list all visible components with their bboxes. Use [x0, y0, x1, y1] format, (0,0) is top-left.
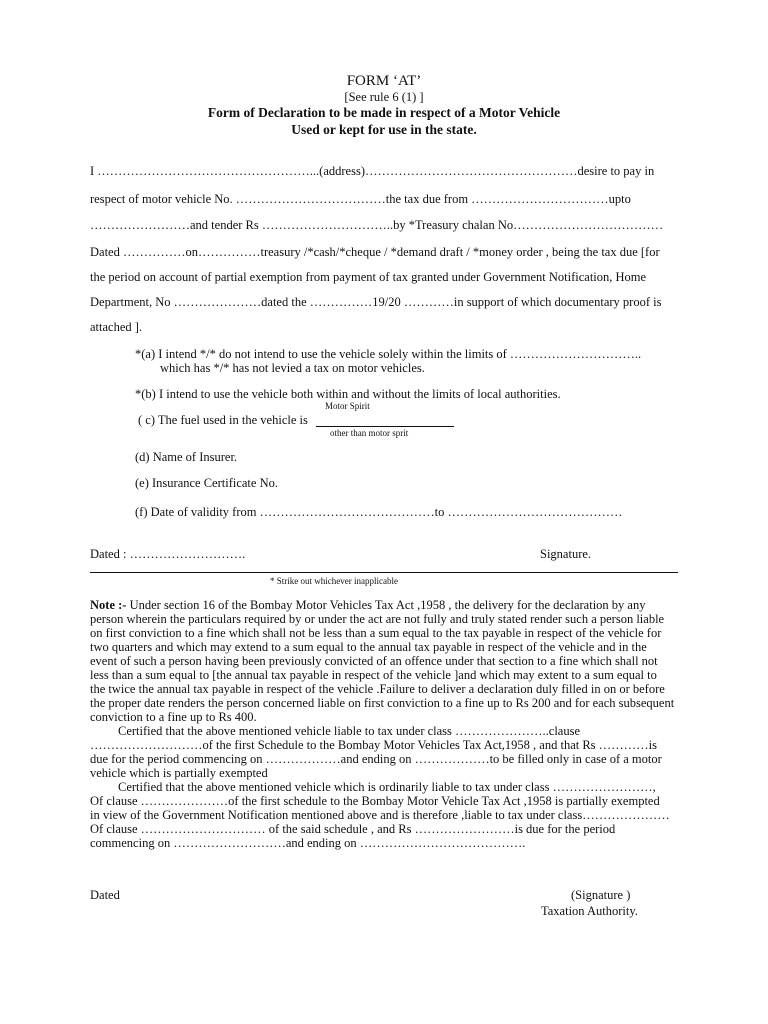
note-line: conviction to a fine up to Rs 400.	[90, 710, 257, 724]
fuel-divider-line	[316, 426, 454, 427]
note-line: on first conviction to a fine which shall not be less than a sum equal to the tax payable in respect of the vehicle for	[90, 626, 662, 640]
certified-line: commencing on ………………………and ending on ………………………………….	[90, 836, 526, 850]
declaration-line: attached ].	[90, 320, 143, 334]
note-line: two quarters and which may extend to a sum equal to the annual tax payable in respect of the vehicle and in the	[90, 640, 647, 654]
signature-label: Signature.	[540, 547, 592, 561]
separator-line	[90, 572, 678, 573]
fuel-option-motor-spirit: Motor Spirit	[325, 401, 370, 411]
declaration-line: I ……………………………………………...(address)……………………………………………desire to pay in	[90, 164, 655, 178]
note-line: the twice the annual tax payable in respect of the vehicle .Failure to deliver a declaration duly filled in on or before	[90, 682, 665, 696]
form-heading-line1: Form of Declaration to be made in respect of a Motor Vehicle	[207, 105, 561, 120]
certified-line: vehicle which is partially exempted	[90, 766, 268, 780]
note-line: person wherein the particulars required by or under the act are not fully and truly stated render such a person liable	[90, 612, 665, 626]
declaration-line: the period on account of partial exemption from payment of tax granted under Government Notification, Home	[90, 270, 647, 284]
note-line: less than a sum equal to [the annual tax payable in respect of the vehicle ]and which may extent to a sum equal to	[90, 668, 657, 682]
certified-line: due for the period commencing on ………………and ending on ………………to be filled only in case of a motor	[90, 752, 662, 766]
fuel-option-other: other than motor sprit	[330, 428, 409, 438]
note-label: Note :-	[90, 598, 127, 612]
certified-line: ………………………of the first Schedule to the Bombay Motor Vehicles Tax Act,1958 , and that Rs …………is	[90, 738, 658, 752]
footnote: * Strike out whichever inapplicable	[270, 576, 398, 586]
note-line: the proper date renders the person concerned liable on first conviction to a fine up to Rs 200 and for each subsequent	[90, 696, 675, 710]
note-line: event of such a person having been previously convicted of an offence under that section to a fine which shall not	[90, 654, 658, 668]
clause-e: (e) Insurance Certificate No.	[135, 476, 278, 490]
form-heading-line2: Used or kept for use in the state.	[291, 122, 477, 137]
rule-reference: [See rule 6 (1) ]	[344, 90, 424, 104]
bottom-signature: (Signature )	[571, 888, 631, 902]
declaration-line: respect of motor vehicle No. ………………………………the tax due from ……………………………upto	[90, 192, 631, 206]
certified-line: Certified that the above mentioned vehicle which is ordinarily liable to tax under class ……………………,	[118, 780, 656, 794]
clause-c-label: ( c) The fuel used in the vehicle is	[138, 413, 308, 427]
certified-line: in view of the Government Notification mentioned above and is therefore ,liable to tax under class…………………	[90, 808, 670, 822]
clause-d: (d) Name of Insurer.	[135, 450, 238, 464]
dated-field: Dated : ……………………….	[90, 547, 246, 561]
certified-line: Of clause …………………of the first schedule to the Bombay Motor Vehicle Tax Act ,1958 is partially exempted	[90, 794, 660, 808]
bottom-dated: Dated	[90, 888, 120, 902]
clause-f: (f) Date of validity from ……………………………………to ……………………………………	[135, 505, 623, 519]
note-text: Under section 16 of the Bombay Motor Vehicles Tax Act ,1958 , the delivery for the declaration by any	[126, 598, 646, 612]
clause-b: *(b) I intend to use the vehicle both within and without the limits of local authorities.	[135, 387, 561, 401]
taxation-authority: Taxation Authority.	[541, 904, 638, 918]
certified-line: Of clause ………………………… of the said schedule , and Rs ……………………is due for the period	[90, 822, 616, 836]
clause-a-line2: which has */* has not levied a tax on motor vehicles.	[160, 361, 425, 375]
declaration-line: Department, No …………………dated the ……………19/20 …………in support of which documentary proof is	[90, 295, 662, 309]
clause-a-line1: *(a) I intend */* do not intend to use the vehicle solely within the limits of …………………………..	[135, 347, 642, 361]
certified-line: Certified that the above mentioned vehicle liable to tax under class …………………..clause	[118, 724, 581, 738]
note-first-line	[90, 598, 645, 613]
form-title: FORM ‘AT’	[346, 73, 422, 89]
declaration-line: Dated ……………on……………treasury /*cash/*cheque / *demand draft / *money order , being the tax due [for	[90, 245, 660, 259]
declaration-line: ……………………and tender Rs …………………………..by *Treasury chalan No………………………………	[90, 218, 664, 232]
